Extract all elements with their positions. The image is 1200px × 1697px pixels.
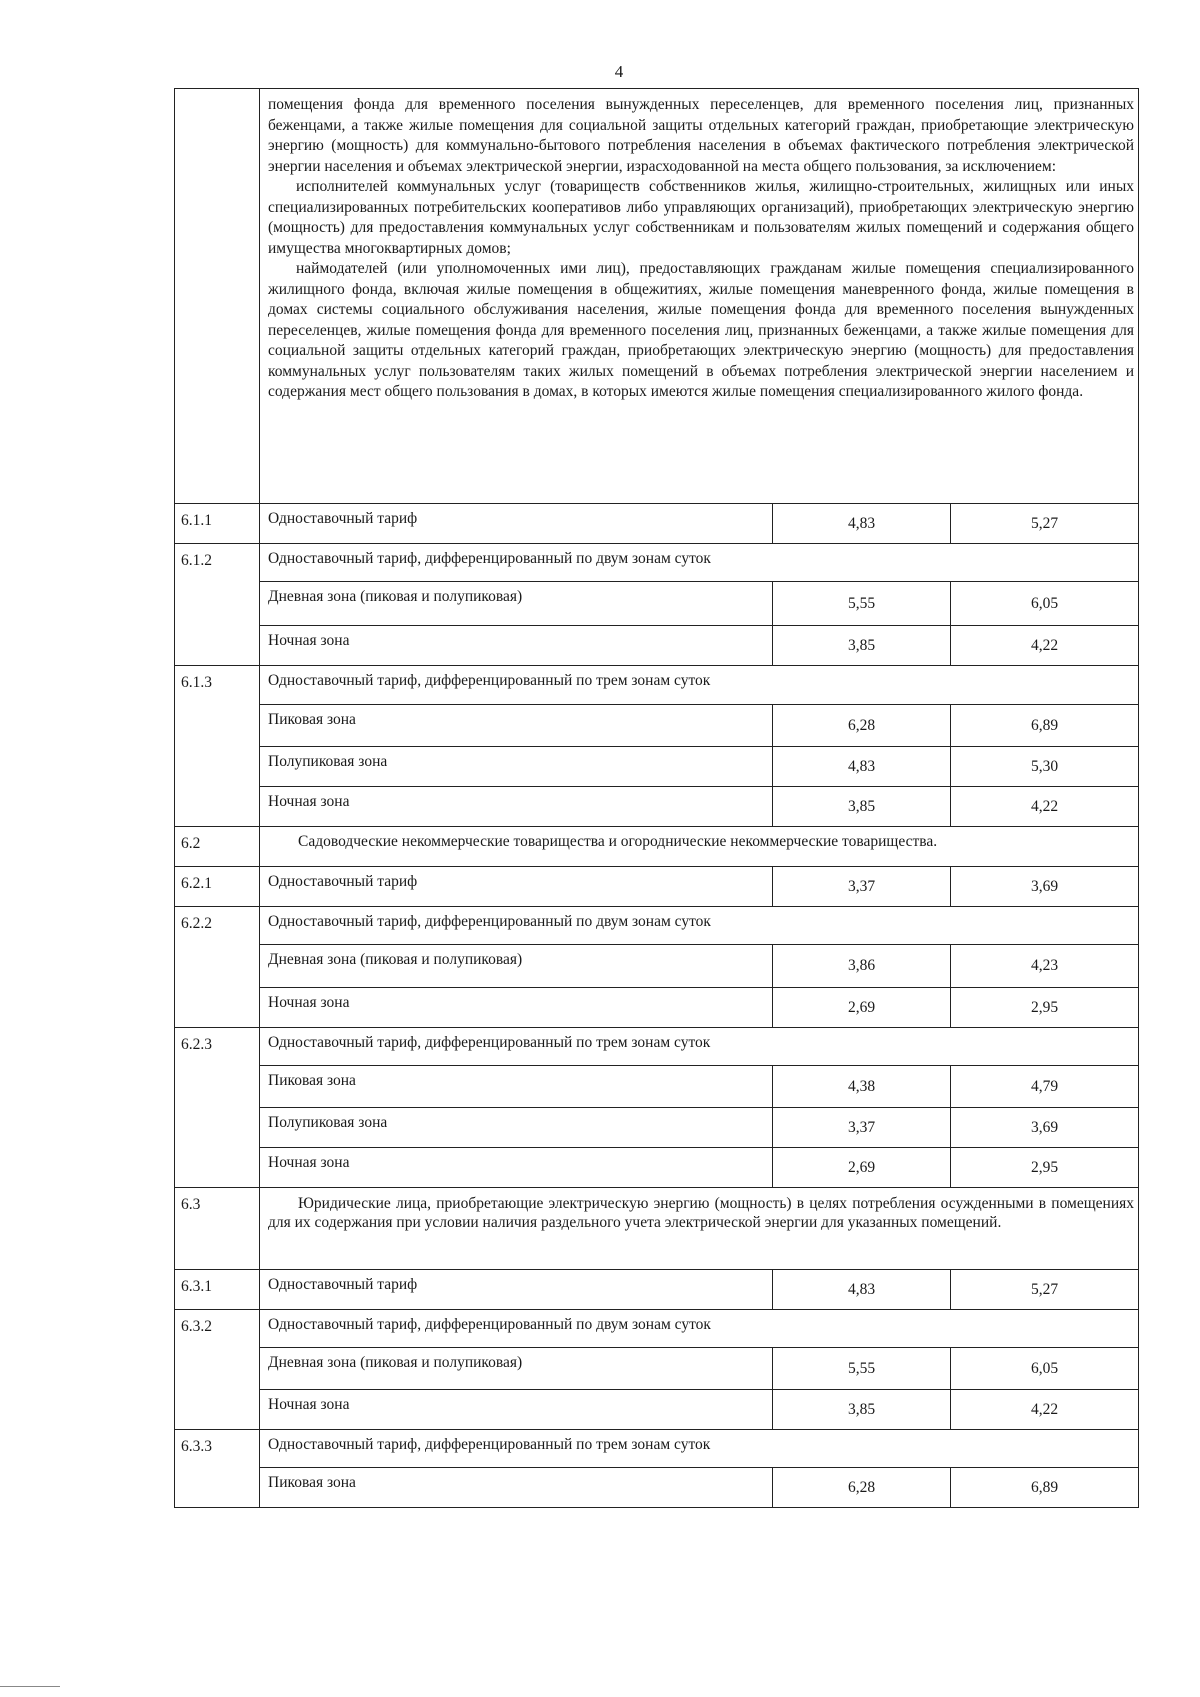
row-number: 6.1.3 (175, 666, 260, 827)
table-row (175, 747, 1139, 787)
table-row (175, 504, 1139, 544)
row-number: 6.3.1 (175, 1270, 260, 1310)
row-number: 6.2.2 (175, 907, 260, 1028)
tariff-value-1: 4,38 (773, 1066, 951, 1108)
zone-label: Ночная зона (260, 988, 773, 1028)
tariff-value-2: 6,05 (951, 1348, 1139, 1390)
tariff-value-2: 3,69 (951, 1108, 1139, 1148)
intro-paragraph: помещения фонда для временного поселения вынужденных переселенцев, для временного поселения лиц, признанных беженцами, а также жилые помещения для социальной защиты отдельных категорий граждан, приобретающие электрическую энергию (мощность) для коммунально-бытового потребления населения в объемах фактического потребления электрической энергии населения и объемах электрической энергии, израсходованной на места общего пользования, за исключением: (268, 96, 1134, 175)
row-number: 6.3.3 (175, 1430, 260, 1508)
zone-label: Полупиковая зона (260, 1108, 773, 1148)
table-row (175, 1270, 1139, 1310)
zone-label: Ночная зона (260, 1148, 773, 1188)
page-number: 4 (614, 62, 624, 81)
zone-label: Полупиковая зона (260, 747, 773, 787)
table-row (175, 544, 1139, 582)
row-number: 6.2.3 (175, 1028, 260, 1188)
tariff-value-1: 6,28 (773, 705, 951, 747)
table-row-intro (175, 89, 1139, 504)
table-row (175, 1108, 1139, 1148)
tariff-value-1: 3,37 (773, 867, 951, 907)
tariff-value-1: 3,86 (773, 945, 951, 988)
row-label: Одноставочный тариф, дифференцированный по трем зонам суток (260, 666, 1139, 705)
zone-label: Пиковая зона (260, 1066, 773, 1108)
table-row (175, 1066, 1139, 1108)
tariff-value-1: 4,83 (773, 1270, 951, 1310)
tariff-value-2: 3,69 (951, 867, 1139, 907)
tariff-value-1: 6,28 (773, 1468, 951, 1508)
table-row (175, 867, 1139, 907)
tariff-value-2: 6,05 (951, 582, 1139, 626)
table-row (175, 945, 1139, 988)
tariff-value-2: 2,95 (951, 1148, 1139, 1188)
tariff-value-2: 6,89 (951, 1468, 1139, 1508)
row-label: Одноставочный тариф, дифференцированный по трем зонам суток (260, 1430, 1139, 1468)
tariff-value-1: 4,83 (773, 747, 951, 787)
table-cell-empty (175, 89, 260, 504)
table-row (175, 1468, 1139, 1508)
table-row (175, 666, 1139, 705)
zone-label: Пиковая зона (260, 1468, 773, 1508)
row-label: Одноставочный тариф (260, 867, 773, 907)
table-row (175, 582, 1139, 626)
row-number: 6.1.2 (175, 544, 260, 666)
tariff-value-1: 3,85 (773, 787, 951, 827)
tariff-value-2: 4,22 (951, 626, 1139, 666)
table-row (175, 1188, 1139, 1270)
zone-label: Пиковая зона (260, 705, 773, 747)
zone-label: Ночная зона (260, 626, 773, 666)
table-row (175, 1430, 1139, 1468)
table-row (175, 988, 1139, 1028)
row-number: 6.3.2 (175, 1310, 260, 1430)
tariff-value-1: 5,55 (773, 582, 951, 626)
tariff-value-2: 5,27 (951, 504, 1139, 544)
row-label: Юридические лица, приобретающие электрическую энергию (мощность) в целях потребления осужденными в помещениях для их содержания при условии наличия раздельного учета электрической энергии для указанных помещений. (260, 1188, 1139, 1270)
tariff-value-1: 3,85 (773, 626, 951, 666)
tariff-value-2: 5,30 (951, 747, 1139, 787)
table-row (175, 1148, 1139, 1188)
zone-label: Дневная зона (пиковая и полупиковая) (260, 582, 773, 626)
row-label: Садоводческие некоммерческие товарищества и огороднические некоммерческие товарищества. (260, 827, 1139, 867)
table-row (175, 705, 1139, 747)
tariff-value-2: 5,27 (951, 1270, 1139, 1310)
intro-paragraph: исполнителей коммунальных услуг (товариществ собственников жилья, жилищно-строительных, жилищных или иных специализированных потребительских кооперативов либо управляющих организаций), приобретающих электрическую энергию (мощность) для предоставления коммунальных услуг собственникам и пользователям жилых помещений и содержания общего имущества многоквартирных домов; (268, 178, 1134, 257)
zone-label: Дневная зона (пиковая и полупиковая) (260, 1348, 773, 1390)
intro-paragraph: наймодателей (или уполномоченных ими лиц), предоставляющих гражданам жилые помещения специализированного жилищного фонда, включая жилые помещения в общежитиях, жилые помещения маневренного фонда, жилые помещения в домах системы социального обслуживания населения, жилые помещения фонда для временного поселения вынужденных переселенцев, жилые помещения фонда для временного поселения лиц, признанных беженцами, а также жилые помещения для социальной защиты отдельных категорий граждан, приобретающих электрическую энергию (мощность) для предоставления коммунальных услуг пользователям таких жилых помещений в объемах потребления электрической энергии населением и содержания мест общего пользования в домах, в которых имеются жилые помещения специализированного жилого фонда. (268, 260, 1134, 400)
table-row (175, 1348, 1139, 1390)
tariff-value-1: 4,83 (773, 504, 951, 544)
tariff-value-1: 2,69 (773, 1148, 951, 1188)
tariff-value-1: 2,69 (773, 988, 951, 1028)
row-label: Одноставочный тариф (260, 504, 773, 544)
zone-label: Дневная зона (пиковая и полупиковая) (260, 945, 773, 988)
tariff-table (174, 88, 1139, 1508)
tariff-value-1: 3,85 (773, 1390, 951, 1430)
row-label: Одноставочный тариф (260, 1270, 773, 1310)
tariff-value-2: 2,95 (951, 988, 1139, 1028)
table-row (175, 1390, 1139, 1430)
row-label: Одноставочный тариф, дифференцированный по двум зонам суток (260, 1310, 1139, 1348)
table-row (175, 907, 1139, 945)
intro-text (260, 89, 1139, 504)
row-label: Одноставочный тариф, дифференцированный по двум зонам суток (260, 907, 1139, 945)
scan-edge-mark (0, 1686, 60, 1687)
tariff-value-2: 4,79 (951, 1066, 1139, 1108)
row-number: 6.3 (175, 1188, 260, 1270)
tariff-value-1: 5,55 (773, 1348, 951, 1390)
row-label: Одноставочный тариф, дифференцированный по двум зонам суток (260, 544, 1139, 582)
tariff-value-2: 4,22 (951, 787, 1139, 827)
tariff-value-2: 4,22 (951, 1390, 1139, 1430)
row-label: Одноставочный тариф, дифференцированный по трем зонам суток (260, 1028, 1139, 1066)
tariff-value-1: 3,37 (773, 1108, 951, 1148)
tariff-value-2: 6,89 (951, 705, 1139, 747)
tariff-value-2: 4,23 (951, 945, 1139, 988)
zone-label: Ночная зона (260, 787, 773, 827)
row-number: 6.2.1 (175, 867, 260, 907)
table-row (175, 1310, 1139, 1348)
table-row (175, 787, 1139, 827)
row-number: 6.2 (175, 827, 260, 867)
table-row (175, 827, 1139, 867)
table-row (175, 626, 1139, 666)
zone-label: Ночная зона (260, 1390, 773, 1430)
row-number: 6.1.1 (175, 504, 260, 544)
table-row (175, 1028, 1139, 1066)
